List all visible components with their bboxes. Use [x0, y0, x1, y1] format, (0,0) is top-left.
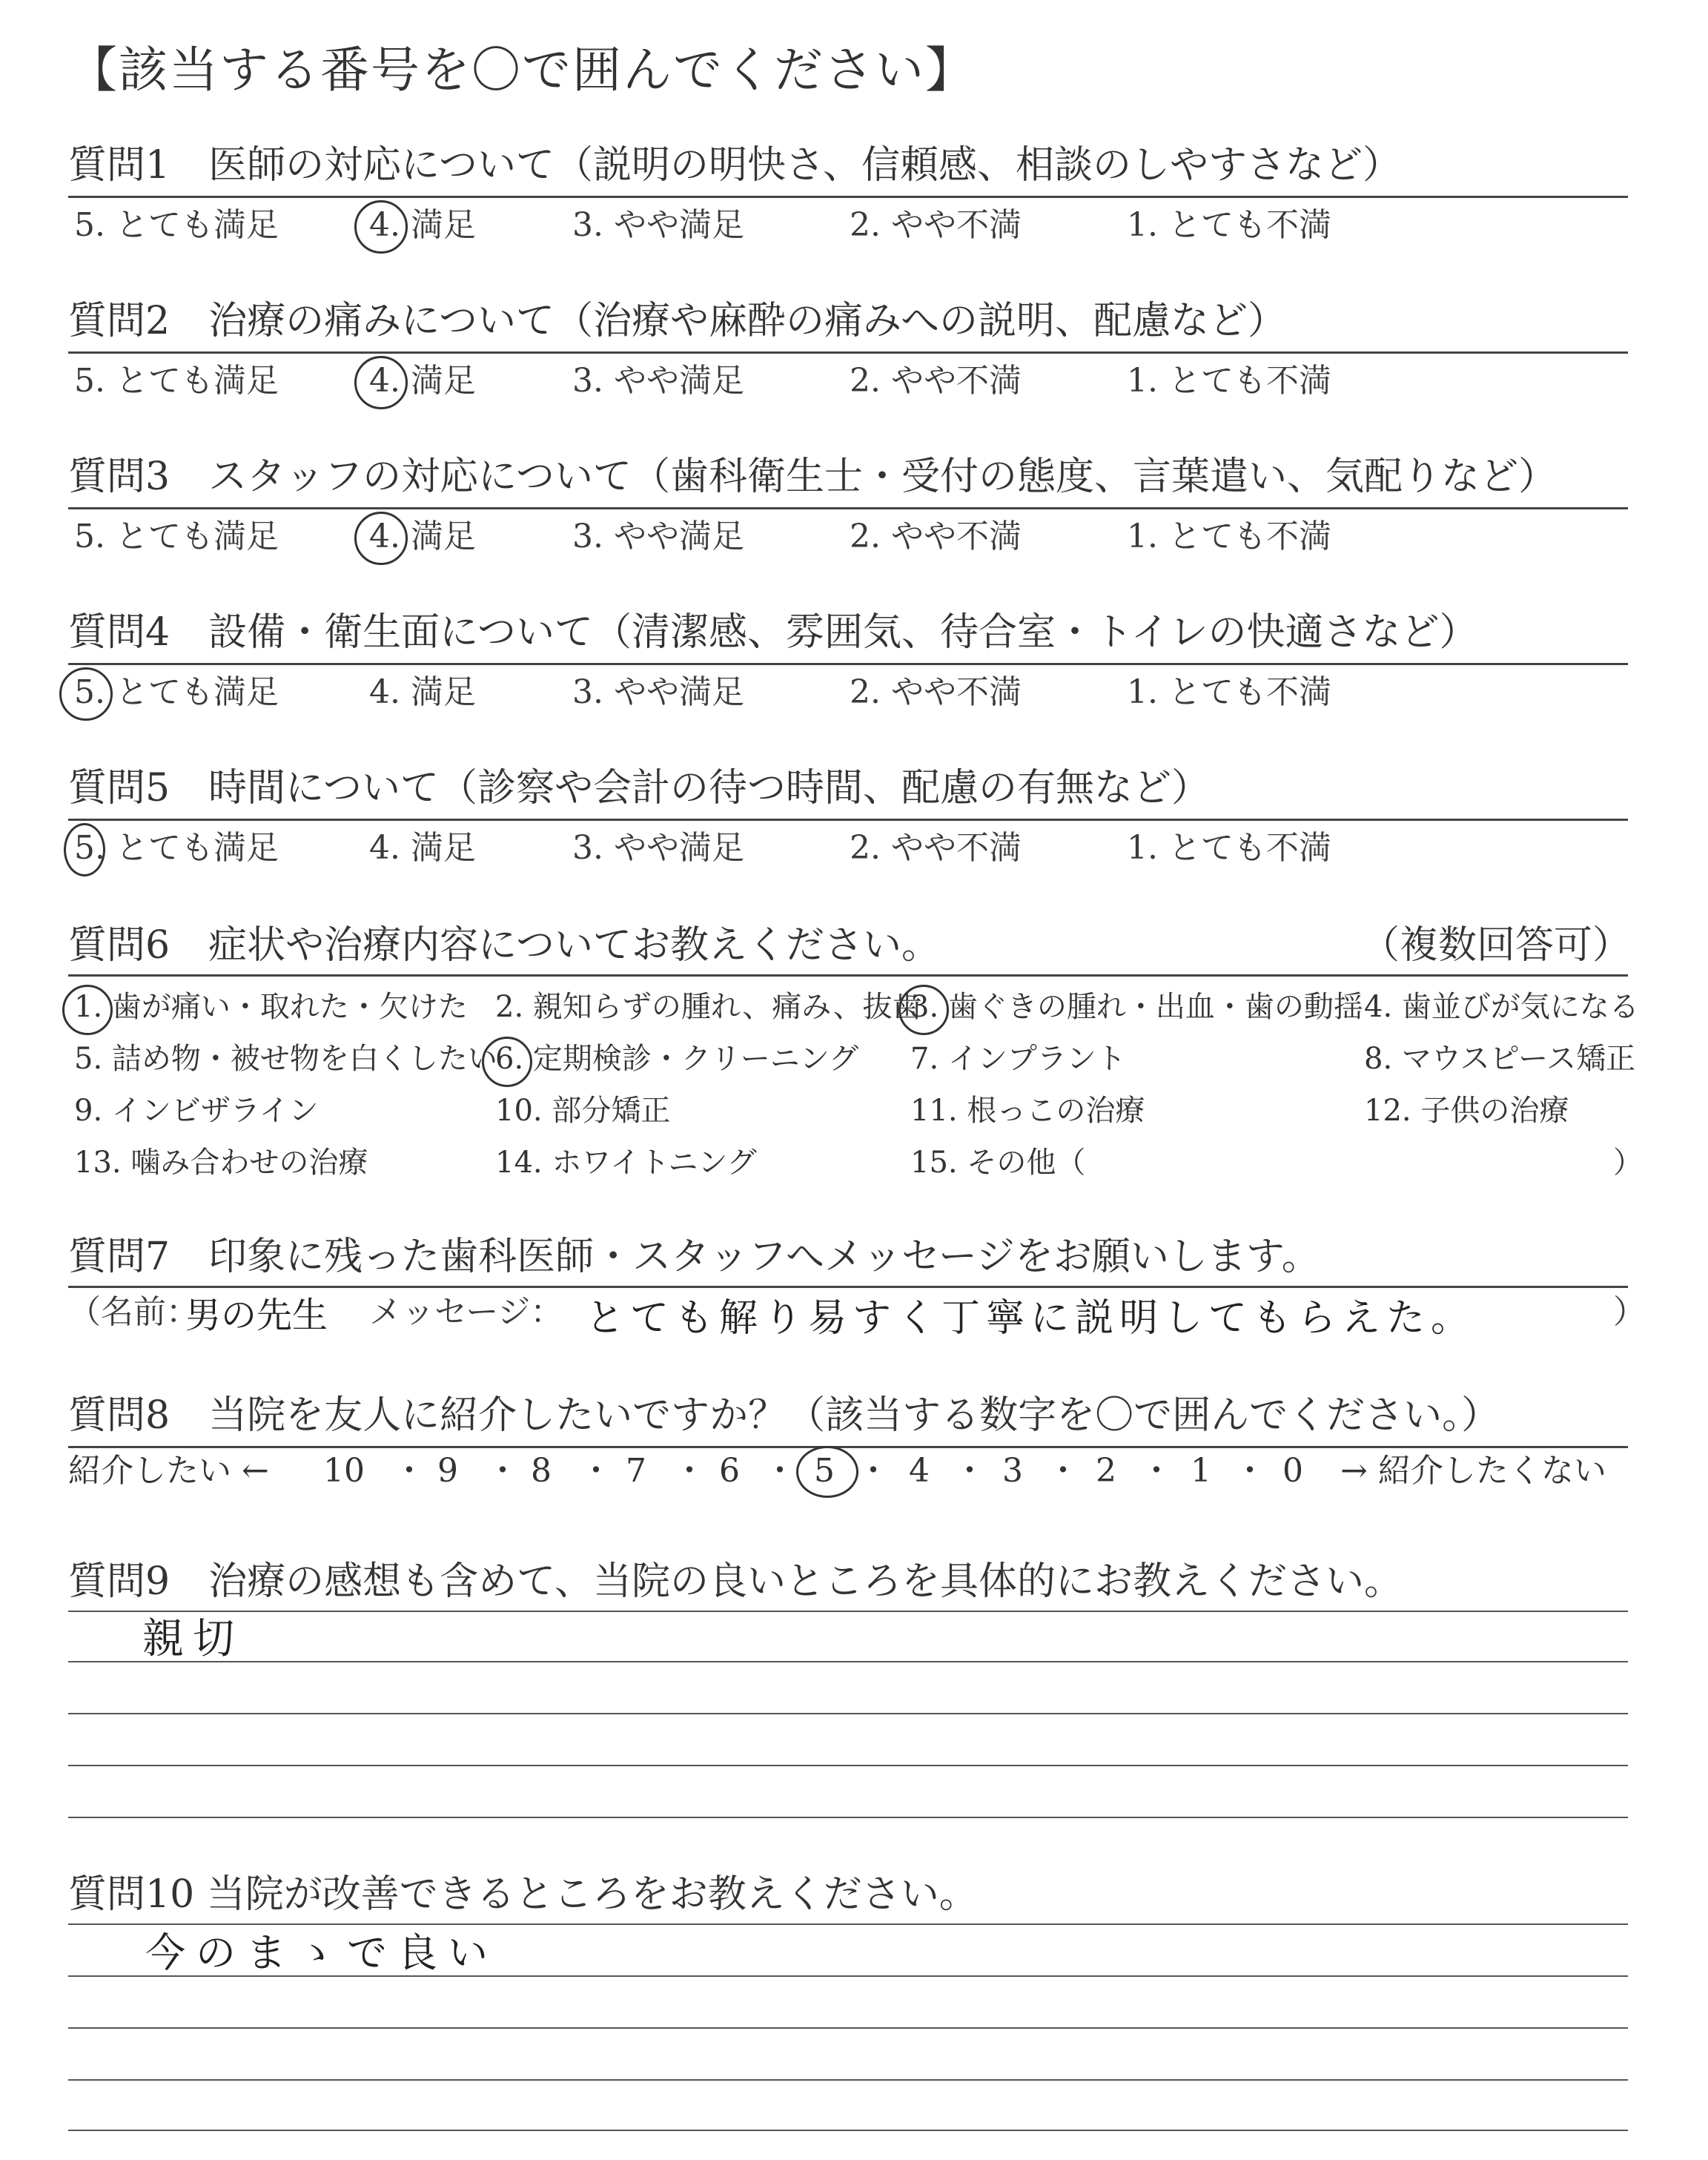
q8-separator: ・	[857, 1452, 890, 1490]
selection-circle	[59, 667, 113, 721]
answer-line	[68, 2027, 1628, 2029]
question-7-label: 質問7 印象に残った歯科医師・スタッフへメッセージをお願いします。	[68, 1235, 1320, 1279]
q6-item-8[interactable]: 8. マウスピース矯正	[1364, 1042, 1636, 1076]
q5-option-3[interactable]: 3. やや満足	[572, 829, 744, 867]
selection-circle	[64, 823, 105, 876]
q2-option-4[interactable]: 4. 満足	[369, 362, 476, 400]
q3-option-4[interactable]: 4. 満足	[369, 518, 476, 555]
q8-separator: ・	[1047, 1452, 1079, 1490]
q9-answer-handwritten[interactable]: 親切	[142, 1615, 243, 1663]
q6-item-14[interactable]: 14. ホワイトニング	[495, 1146, 757, 1180]
q8-scale-8[interactable]: 8	[531, 1452, 552, 1490]
q5-option-5[interactable]: 5. とても満足	[74, 829, 279, 867]
divider	[68, 819, 1628, 821]
q6-item-4[interactable]: 4. 歯並びが気になる	[1364, 990, 1639, 1024]
selection-circle	[898, 985, 949, 1035]
q6-item-13[interactable]: 13. 噛み合わせの治療	[74, 1146, 368, 1180]
q6-item-9[interactable]: 9. インビザライン	[74, 1094, 319, 1128]
q3-option-5[interactable]: 5. とても満足	[74, 518, 279, 555]
divider	[68, 351, 1628, 354]
q8-right-label: → 紹介したくない	[1340, 1452, 1606, 1490]
selection-circle	[796, 1446, 858, 1498]
q6-item-7[interactable]: 7. インプラント	[910, 1042, 1126, 1076]
question-10-label: 質問10 当院が改善できるところをお教えください。	[68, 1872, 978, 1917]
q6-item-3[interactable]: 3. 歯ぐきの腫れ・出血・歯の動揺	[910, 990, 1363, 1024]
q5-option-2[interactable]: 2. やや不満	[850, 829, 1022, 867]
q6-item-6[interactable]: 6. 定期検診・クリーニング	[495, 1042, 859, 1076]
question-6-note: （複数回答可）	[1361, 923, 1632, 968]
question-1-label: 質問1 医師の対応について（説明の明快さ、信頼感、相談のしやすさなど）	[68, 143, 1401, 188]
q7-name-handwritten[interactable]: 男の先生	[185, 1295, 328, 1336]
q1-option-2[interactable]: 2. やや不満	[850, 206, 1022, 244]
q8-scale-7[interactable]: 7	[626, 1452, 646, 1490]
q8-scale-9[interactable]: 9	[437, 1452, 458, 1490]
q8-separator: ・	[486, 1452, 519, 1490]
q2-option-1[interactable]: 1. とても不満	[1127, 362, 1331, 400]
divider	[68, 507, 1628, 509]
selection-circle	[482, 1037, 532, 1087]
q5-option-4[interactable]: 4. 満足	[369, 829, 476, 867]
selection-circle	[354, 200, 408, 254]
q7-name-label: （名前：	[68, 1293, 199, 1331]
q8-left-label: 紹介したい ←	[68, 1452, 269, 1490]
divider	[68, 1446, 1628, 1448]
q8-scale-5[interactable]: 5	[814, 1452, 835, 1490]
selection-circle	[62, 985, 113, 1035]
q5-option-1[interactable]: 1. とても不満	[1127, 829, 1331, 867]
q8-separator: ・	[953, 1452, 986, 1490]
q6-other-close-paren: ）	[1613, 1146, 1643, 1180]
divider	[68, 974, 1628, 977]
question-3-label: 質問3 スタッフの対応について（歯科衛生士・受付の態度、言葉遣い、気配りなど）	[68, 455, 1558, 499]
q10-answer-handwritten[interactable]: 今のまゝで良い	[145, 1929, 498, 1976]
q2-option-3[interactable]: 3. やや満足	[572, 362, 744, 400]
answer-line	[68, 1975, 1628, 1977]
q8-scale-6[interactable]: 6	[719, 1452, 740, 1490]
q8-scale-3[interactable]: 3	[1002, 1452, 1023, 1490]
q6-item-11[interactable]: 11. 根っこの治療	[910, 1094, 1145, 1128]
answer-line	[68, 2130, 1628, 2131]
q6-item-5[interactable]: 5. 詰め物・被せ物を白くしたい	[74, 1042, 497, 1076]
q6-item-15[interactable]: 15. その他（	[910, 1146, 1086, 1180]
q8-scale-4[interactable]: 4	[909, 1452, 930, 1490]
selection-circle	[354, 512, 408, 565]
question-4-label: 質問4 設備・衛生面について（清潔感、雰囲気、待合室・トイレの快適さなど）	[68, 610, 1478, 655]
answer-line	[68, 1923, 1628, 1925]
q2-option-2[interactable]: 2. やや不満	[850, 362, 1022, 400]
q3-option-1[interactable]: 1. とても不満	[1127, 518, 1331, 555]
q7-close-paren: ）	[1613, 1293, 1646, 1331]
divider	[68, 663, 1628, 665]
answer-line	[68, 1611, 1628, 1612]
answer-line	[68, 1765, 1628, 1766]
q7-message-label: メッセージ：	[369, 1293, 563, 1331]
q6-item-2[interactable]: 2. 親知らずの腫れ、痛み、抜歯	[495, 990, 922, 1024]
answer-line	[68, 2079, 1628, 2081]
answer-line	[68, 1713, 1628, 1714]
q8-separator: ・	[1234, 1452, 1266, 1490]
answer-line	[68, 1661, 1628, 1662]
q6-item-10[interactable]: 10. 部分矯正	[495, 1094, 671, 1128]
q8-scale-2[interactable]: 2	[1096, 1452, 1116, 1490]
q4-option-3[interactable]: 3. やや満足	[572, 673, 744, 711]
q6-item-1[interactable]: 1. 歯が痛い・取れた・欠けた	[74, 990, 468, 1024]
q3-option-2[interactable]: 2. やや不満	[850, 518, 1022, 555]
q2-option-5[interactable]: 5. とても満足	[74, 362, 279, 400]
page-title: 【該当する番号を〇で囲んでください】	[68, 42, 976, 99]
q1-option-4[interactable]: 4. 満足	[369, 206, 476, 244]
q4-option-4[interactable]: 4. 満足	[369, 673, 476, 711]
question-9-label: 質問9 治療の感想も含めて、当院の良いところを具体的にお教えください。	[68, 1559, 1403, 1604]
q8-scale-10[interactable]: 10	[323, 1452, 365, 1490]
q1-option-5[interactable]: 5. とても満足	[74, 206, 279, 244]
q8-separator: ・	[580, 1452, 612, 1490]
q4-option-5[interactable]: 5. とても満足	[74, 673, 279, 711]
q8-separator: ・	[673, 1452, 706, 1490]
q8-separator: ・	[764, 1452, 796, 1490]
question-6-label: 質問6 症状や治療内容についてお教えください。	[68, 923, 941, 968]
q4-option-2[interactable]: 2. やや不満	[850, 673, 1022, 711]
q8-separator: ・	[1140, 1452, 1173, 1490]
question-2-label: 質問2 治療の痛みについて（治療や麻酔の痛みへの説明、配慮など）	[68, 299, 1287, 343]
q6-item-12[interactable]: 12. 子供の治療	[1364, 1094, 1569, 1128]
q1-option-3[interactable]: 3. やや満足	[572, 206, 744, 244]
question-8-label: 質問8 当院を友人に紹介したいですか？（該当する数字を〇で囲んでください。）	[68, 1393, 1500, 1438]
q8-separator: ・	[393, 1452, 426, 1490]
q8-scale-1[interactable]: 1	[1191, 1452, 1211, 1490]
question-5-label: 質問5 時間について（診察や会計の待つ時間、配慮の有無など）	[68, 766, 1211, 810]
q8-scale-0[interactable]: 0	[1282, 1452, 1303, 1490]
q3-option-3[interactable]: 3. やや満足	[572, 518, 744, 555]
q7-message-handwritten[interactable]: とても解り易すく丁寧に説明してもらえた。	[586, 1296, 1476, 1341]
divider	[68, 196, 1628, 198]
answer-line	[68, 1817, 1628, 1818]
q1-option-1[interactable]: 1. とても不満	[1127, 206, 1331, 244]
q4-option-1[interactable]: 1. とても不満	[1127, 673, 1331, 711]
divider	[68, 1286, 1628, 1288]
selection-circle	[354, 356, 408, 409]
